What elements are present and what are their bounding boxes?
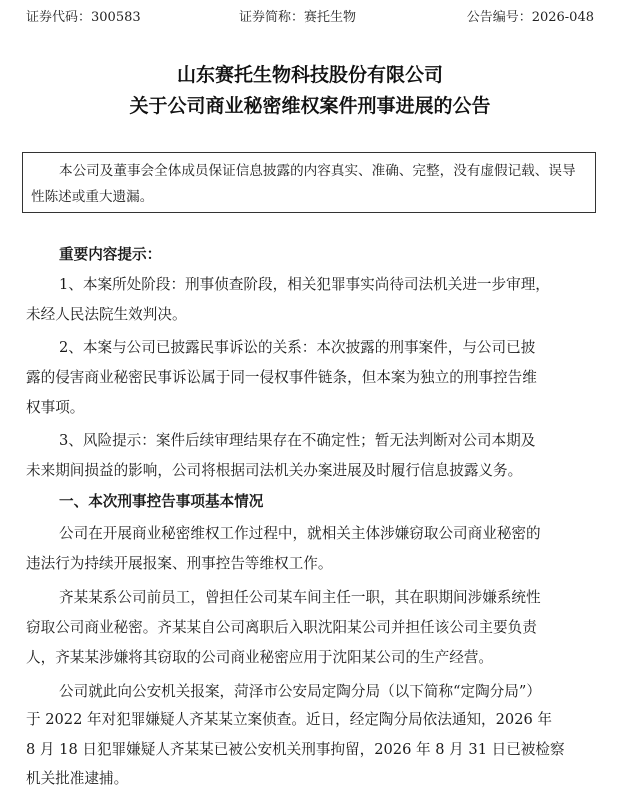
notice-text-line: 性陈述或重大遗漏。 xyxy=(31,189,154,205)
highlight-item-3-line: 未来期间损益的影响，公司将根据司法机关办案进展及时履行信息披露义务。 xyxy=(26,462,523,479)
section-1-paragraph-3-line: 机关批准逮捕。 xyxy=(26,770,129,787)
section-1-paragraph-1-line: 违法行为持续开展报案、刑事控告等维权工作。 xyxy=(26,555,333,572)
security-short-name: 证券简称：赛托生物 xyxy=(239,10,357,25)
notice-text-line: 本公司及董事会全体成员保证信息披露的内容真实、准确、完整，没有虚假记载、误导 xyxy=(59,163,576,179)
section-1-paragraph-3-line: 8 月 18 日犯罪嫌疑人齐某某已被公安机关刑事拘留，2026 年 8 月 31 日已被检察 xyxy=(26,741,565,758)
section-1-paragraph-1-line: 公司在开展商业秘密维权工作过程中，就相关主体涉嫌窃取公司商业秘密的 xyxy=(59,525,541,542)
document-header xyxy=(26,9,594,27)
section-1-heading: 一、本次刑事控告事项基本情况 xyxy=(59,493,264,510)
highlight-item-1-line: 1、本案所处阶段：刑事侦查阶段，相关犯罪事实尚待司法机关进一步审理， xyxy=(59,276,550,293)
highlight-item-2-line: 权事项。 xyxy=(26,399,85,416)
section-1-paragraph-3-line: 于 2022 年对犯罪嫌疑人齐某某立案侦查。近日，经定陶分局依法通知，2026 年 xyxy=(26,711,553,728)
section-1-paragraph-3-line: 公司就此向公安机关报案，菏泽市公安局定陶分局（以下简称“定陶分局”） xyxy=(59,683,541,700)
section-1-paragraph-2-line: 人，齐某某涉嫌将其窃取的公司商业秘密应用于沈阳某公司的生产经营。 xyxy=(26,649,494,666)
announcement-number: 公告编号：2026-048 xyxy=(466,10,594,25)
highlight-item-1-line: 未经人民法院生效判决。 xyxy=(26,306,187,323)
highlight-item-3-line: 3、风险提示：案件后续审理结果存在不确定性；暂无法判断对公司本期及 xyxy=(59,432,536,449)
highlights-heading: 重要内容提示： xyxy=(59,246,162,263)
company-name-title: 山东赛托生物科技股份有限公司 xyxy=(176,64,443,86)
highlight-item-2-line: 露的侵害商业秘密民事诉讼属于同一侵权事件链条，但本案为独立的刑事控告维 xyxy=(26,369,537,386)
security-code: 证券代码：300583 xyxy=(26,10,141,25)
section-1-paragraph-2-line: 窃取公司商业秘密。齐某某自公司离职后入职沈阳某公司并担任该公司主要负责 xyxy=(26,619,537,636)
section-1-paragraph-2-line: 齐某某系公司前员工，曾担任公司某车间主任一职，其在职期间涉嫌系统性 xyxy=(59,589,541,606)
disclosure-notice-box xyxy=(22,152,596,213)
announcement-title: 关于公司商业秘密维权案件刑事进展的公告 xyxy=(129,95,491,117)
highlight-item-2-line: 2、本案与公司已披露民事诉讼的关系：本次披露的刑事案件，与公司已披 xyxy=(59,339,536,356)
